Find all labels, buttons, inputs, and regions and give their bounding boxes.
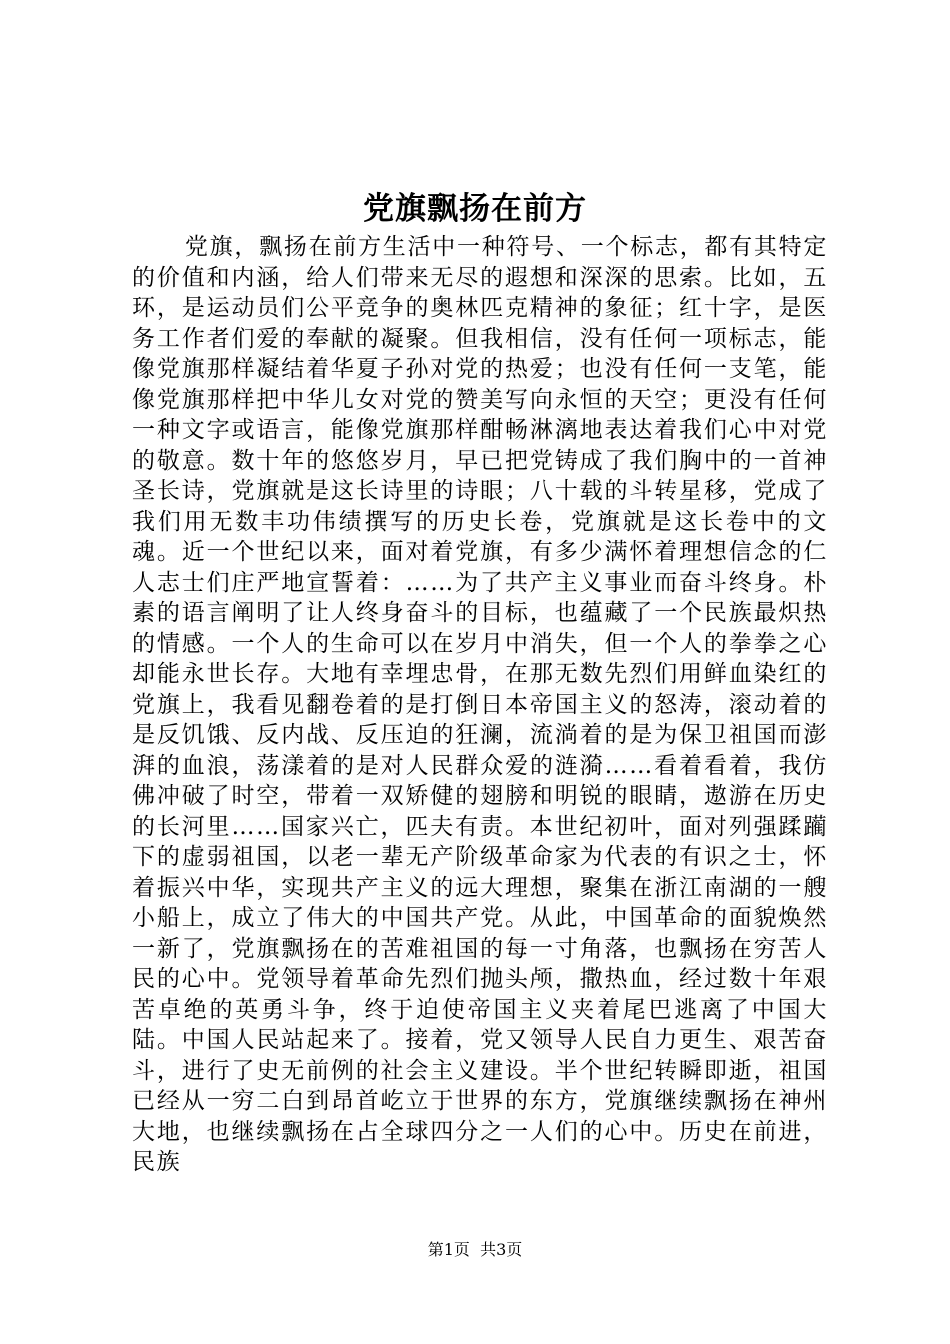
- page-footer: [0, 1238, 950, 1262]
- footer-spacer: [470, 1240, 480, 1259]
- page-number: 第1页: [427, 1240, 470, 1259]
- document-title: 党旗飘扬在前方: [363, 191, 587, 227]
- page-total: 共3页: [480, 1240, 523, 1259]
- document-body-paragraph: 党旗，飘扬在前方生活中一种符号、一个标志，都有其特定的价值和内涵，给人们带来无尽的遐想和深深的思索。比如，五环，是运动员们公平竞争的奥林匹克精神的象征；红十字，是医务工作者们爱的奉献的凝聚。但我相信，没有任何一项标志，能像党旗那样凝结着华夏子孙对党的热爱；也没有任何一支笔，能像党旗那样把中华儿女对党的赞美写向永恒的天空；更没有任何一种文字或语言，能像党旗那样酣畅淋漓地表达着我们心中对党的敬意。数十年的悠悠岁月，早已把党铸成了我们胸中的一首神圣长诗，党旗就是这长诗里的诗眼；八十载的斗转星移，党成了我们用无数丰功伟绩撰写的历史长卷，党旗就是这长卷中的文魂。近一个世纪以来，面对着党旗，有多少满怀着理想信念的仁人志士们庄严地宣誓着：……为了共产主义事业而奋斗终身。朴素的语言阐明了让人终身奋斗的目标，也蕴藏了一个民族最炽热的情感。一个人的生命可以在岁月中消失，但一个人的拳拳之心却能永世长存。大地有幸埋忠骨，在那无数先烈们用鲜血染红的党旗上，我看见翻卷着的是打倒日本帝国主义的怒涛，滚动着的是反饥饿、反内战、反压迫的狂澜，流淌着的是为保卫祖国而澎湃的血浪，荡漾着的是对人民群众爱的涟漪……看着看着，我仿佛冲破了时空，带着一双矫健的翅膀和明锐的眼睛，遨游在历史的长河里……国家兴亡，匹夫有责。本世纪初叶，面对列强蹂躏下的虚弱祖国，以老一辈无产阶级革命家为代表的有识之士，怀着振兴中华，实现共产主义的远大理想，聚集在浙江南湖的一艘小船上，成立了伟大的中国共产党。从此，中国革命的面貌焕然一新了，党旗飘扬在的苦难祖国的每一寸角落，也飘扬在穷苦人民的心中。党领导着革命先烈们抛头颅，撒热血，经过数十年艰苦卓绝的英勇斗争，终于迫使帝国主义夹着尾巴逃离了中国大陆。中国人民站起来了。接着，党又领导人民自力更生、艰苦奋斗，进行了史无前例的社会主义建设。半个世纪转瞬即逝，祖国已经从一穷二白到昂首屹立于世界的东方，党旗继续飘扬在神州大地，也继续飘扬在占全球四分之一人们的心中。历史在前进，民族: [132, 234, 828, 1175]
